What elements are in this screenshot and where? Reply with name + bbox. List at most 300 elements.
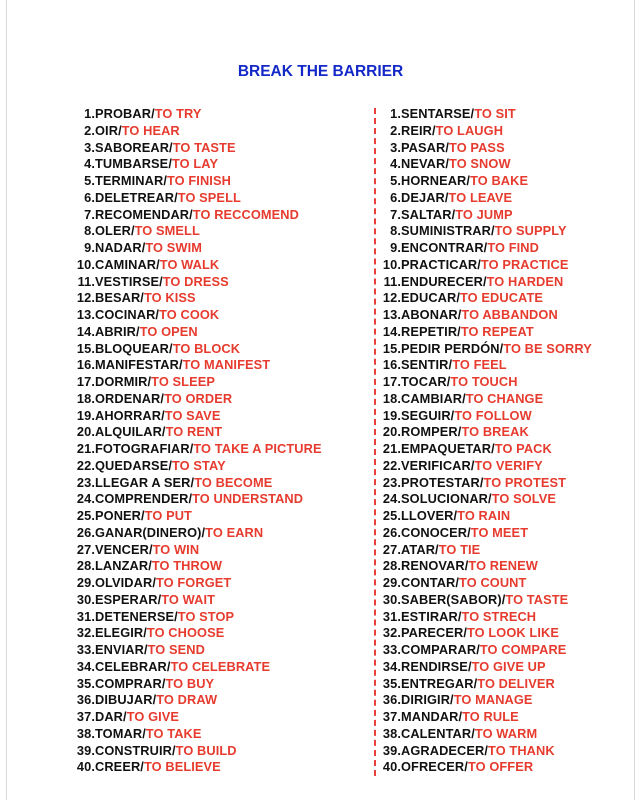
verb-row (377, 642, 592, 659)
separator-slash: / (476, 642, 480, 657)
row-number: 35. (76, 675, 95, 691)
spanish-verb: CONTAR (401, 575, 456, 590)
verb-row (377, 290, 592, 307)
row-number: 31. (382, 608, 401, 624)
english-translation: TO LEAVE (448, 189, 513, 205)
separator-slash: / (457, 608, 462, 624)
verb-row (71, 458, 322, 475)
english-translation: TO EDUCATE (460, 290, 543, 306)
spanish-verb: RENDIRSE (401, 658, 468, 674)
verb-row (71, 408, 322, 425)
spanish-verb: ESTIRAR (401, 608, 458, 624)
spanish-verb: DIRIGIR (401, 692, 451, 708)
english-translation: TO CHANGE (465, 390, 544, 406)
separator-slash: / (130, 223, 135, 239)
separator-slash: / (157, 591, 162, 607)
english-translation: TO SIT (474, 106, 516, 121)
spanish-verb: PARECER (401, 625, 464, 641)
english-translation: TO STRECH (461, 608, 537, 624)
row-number: 10. (382, 256, 401, 272)
verb-row (71, 140, 322, 157)
row-number: 22. (76, 457, 95, 473)
verb-row (71, 307, 322, 324)
verb-row (377, 257, 592, 274)
english-translation: TO TASTE (172, 139, 236, 155)
english-translation: TO CHOOSE (146, 625, 225, 641)
english-translation: TO COMPARE (479, 642, 567, 657)
verb-row (377, 190, 592, 207)
separator-slash: / (152, 575, 156, 590)
separator-slash: / (169, 340, 173, 356)
row-number: 2. (390, 122, 401, 138)
row-number: 8. (84, 223, 95, 239)
spanish-verb: PONER (95, 508, 142, 523)
row-number: 37. (76, 709, 95, 724)
spanish-verb: CELEBRAR (95, 658, 167, 674)
verb-row (377, 743, 592, 760)
spanish-verb: VERIFICAR (401, 457, 471, 473)
row-number: 29. (382, 575, 401, 590)
row-number: 11. (383, 273, 401, 289)
row-number: 14. (382, 323, 401, 339)
separator-slash: / (488, 491, 492, 507)
verb-row (377, 558, 592, 575)
verb-row (377, 324, 592, 341)
spanish-verb: SENTIR (401, 357, 449, 373)
separator-slash: / (143, 642, 148, 657)
separator-slash: / (431, 122, 436, 138)
row-number: 33. (382, 642, 401, 657)
spanish-verb: DORMIR (95, 374, 148, 389)
english-translation: TO COOK (159, 307, 220, 322)
spanish-verb: NADAR (95, 240, 142, 255)
spanish-verb: REIR (401, 122, 432, 138)
separator-slash: / (163, 173, 167, 188)
english-translation: TO BREAK (461, 424, 529, 440)
spanish-verb: SABER(SABOR) (401, 591, 502, 607)
separator-slash: / (161, 675, 166, 691)
verb-row (377, 575, 592, 592)
verb-row (71, 642, 322, 659)
row-number: 28. (382, 558, 401, 574)
english-translation: TO TIE (438, 541, 481, 557)
verb-row (377, 408, 592, 425)
verb-row (71, 659, 322, 676)
row-number: 35. (382, 675, 401, 691)
row-number: 34. (382, 658, 401, 674)
english-translation: TO DRESS (162, 273, 229, 289)
verb-row (377, 341, 592, 358)
english-translation: TO ABBANDON (461, 307, 558, 322)
english-translation: TO EARN (205, 524, 264, 540)
separator-slash: / (491, 441, 495, 456)
row-number: 34. (76, 658, 95, 674)
row-number: 3. (390, 139, 401, 155)
row-number: 5. (390, 173, 401, 188)
verb-row (377, 307, 592, 324)
separator-slash: / (156, 256, 160, 272)
english-translation: TO THROW (151, 558, 223, 574)
separator-slash: / (140, 759, 144, 775)
english-translation: TO OFFER (467, 759, 534, 775)
verb-row (71, 240, 322, 257)
english-translation: TO LAY (171, 156, 219, 172)
separator-slash: / (450, 407, 455, 423)
verb-row (71, 592, 322, 609)
spanish-verb: EMPAQUETAR (401, 441, 492, 456)
row-number: 11. (77, 273, 95, 289)
separator-slash: / (455, 575, 460, 590)
spanish-verb: NEVAR (401, 156, 446, 172)
row-number: 21. (76, 441, 95, 456)
row-number: 38. (76, 725, 95, 741)
spanish-verb: SENTARSE (401, 106, 471, 121)
spanish-verb: ELEGIR (95, 625, 144, 641)
verb-row (71, 274, 322, 291)
verb-row (71, 257, 322, 274)
english-translation: TO SWIM (145, 240, 202, 255)
english-translation: TO SUPPLY (494, 223, 567, 239)
english-translation: TO BAKE (470, 173, 529, 188)
verb-row (71, 123, 322, 140)
row-number: 27. (76, 541, 95, 557)
english-translation: TO VERIFY (474, 457, 543, 473)
separator-slash: / (470, 106, 475, 121)
spanish-verb: COMPRENDER (95, 491, 189, 507)
verb-row (377, 659, 592, 676)
english-translation: TO FORGET (156, 575, 232, 590)
row-number: 30. (76, 591, 95, 607)
verb-row (71, 391, 322, 408)
separator-slash: / (118, 122, 122, 138)
row-number: 26. (382, 524, 401, 540)
verb-row (377, 508, 592, 525)
separator-slash: / (479, 474, 484, 490)
row-number: 15. (382, 340, 401, 356)
separator-slash: / (140, 290, 144, 306)
spanish-verb: ENCONTRAR (401, 240, 484, 255)
verb-row (71, 743, 322, 760)
row-number: 14. (76, 323, 95, 339)
row-number: 26. (76, 524, 95, 540)
english-translation: TO KISS (143, 290, 196, 306)
verb-row (377, 759, 592, 776)
spanish-verb: LLEGAR A SER (95, 474, 191, 490)
separator-slash: / (168, 156, 172, 172)
separator-slash: / (147, 374, 152, 389)
row-number: 6. (390, 189, 401, 205)
spanish-verb: ENTREGAR (401, 675, 474, 691)
document-page (7, 0, 634, 800)
separator-slash: / (499, 340, 504, 356)
spanish-verb: MANDAR (401, 709, 459, 724)
english-translation: TO TRY (154, 106, 202, 121)
english-translation: TO RENT (165, 424, 223, 440)
separator-slash: / (155, 307, 160, 322)
verb-row (377, 274, 592, 291)
row-number: 38. (382, 725, 401, 741)
separator-slash: / (159, 273, 163, 289)
separator-slash: / (467, 658, 472, 674)
spanish-verb: ENDURECER (401, 273, 483, 289)
verb-row (377, 676, 592, 693)
separator-slash: / (201, 524, 206, 540)
english-translation: TO PRACTICE (480, 256, 569, 272)
separator-slash: / (470, 457, 475, 473)
english-translation: TO HEAR (121, 122, 180, 138)
spanish-verb: CONSTRUIR (95, 742, 172, 758)
spanish-verb: CAMBIAR (401, 390, 463, 406)
separator-slash: / (501, 591, 506, 607)
spanish-verb: REPETIR (401, 323, 458, 339)
separator-slash: / (444, 189, 449, 205)
separator-slash: / (473, 675, 478, 691)
row-number: 40. (382, 759, 401, 775)
english-translation: TO BECOME (194, 474, 273, 490)
english-translation: TO GIVE UP (471, 658, 546, 674)
row-number: 2. (84, 122, 95, 138)
spanish-verb: QUEDARSE (95, 457, 169, 473)
english-translation: TO SNOW (449, 156, 511, 172)
separator-slash: / (471, 725, 475, 741)
english-translation: TO BE SORRY (503, 340, 592, 356)
verb-list-left (71, 106, 322, 776)
spanish-verb: RENOVAR (401, 558, 465, 574)
spanish-verb: TUMBARSE (95, 156, 169, 172)
spanish-verb: EDUCAR (401, 290, 457, 306)
verb-row (71, 676, 322, 693)
row-number: 19. (382, 407, 401, 423)
english-translation: TO TOUCH (450, 374, 518, 389)
verb-list-right (377, 106, 592, 776)
verb-row (71, 173, 322, 190)
spanish-verb: ORDENAR (95, 390, 161, 406)
spanish-verb: ENVIAR (95, 642, 144, 657)
spanish-verb: COMPRAR (95, 675, 162, 691)
row-number: 23. (76, 474, 95, 490)
separator-slash: / (482, 273, 487, 289)
english-translation: TO PASS (449, 139, 505, 155)
column-divider (374, 108, 376, 776)
row-number: 20. (76, 424, 95, 440)
spanish-verb: DIBUJAR (95, 692, 153, 708)
verb-row (377, 207, 592, 224)
english-translation: TO MANIFEST (182, 357, 271, 373)
spanish-verb: BESAR (95, 290, 141, 306)
english-translation: TO PACK (494, 441, 552, 456)
english-translation: TO RENEW (468, 558, 538, 574)
spanish-verb: CONOCER (401, 524, 468, 540)
verb-row (71, 424, 322, 441)
spanish-verb: SUMINISTRAR (401, 223, 491, 239)
row-number: 29. (76, 575, 95, 590)
spanish-verb: DETENERSE (95, 608, 175, 624)
verb-row (377, 475, 592, 492)
english-translation: TO SEND (147, 642, 205, 657)
english-translation: TO REPEAT (460, 323, 534, 339)
verb-row (71, 341, 322, 358)
english-translation: TO PUT (144, 508, 192, 523)
spanish-verb: OLER (95, 223, 131, 239)
separator-slash: / (448, 357, 453, 373)
verb-row (71, 207, 322, 224)
separator-slash: / (190, 474, 195, 490)
spanish-verb: RECOMENDAR (95, 206, 190, 222)
separator-slash: / (188, 491, 193, 507)
english-translation: TO MEET (470, 524, 529, 540)
spanish-verb: COCINAR (95, 307, 156, 322)
verb-row (71, 475, 322, 492)
english-translation: TO FOLLOW (454, 407, 532, 423)
verb-row (377, 609, 592, 626)
spanish-verb: OLVIDAR (95, 575, 153, 590)
separator-slash: / (483, 240, 488, 255)
separator-slash: / (445, 139, 450, 155)
english-translation: TO OPEN (139, 323, 198, 339)
spanish-verb: LLOVER (401, 508, 454, 523)
separator-slash: / (464, 558, 469, 574)
row-number: 28. (76, 558, 95, 574)
verb-row (71, 508, 322, 525)
verb-row (71, 558, 322, 575)
row-number: 25. (76, 508, 95, 523)
verb-row (377, 441, 592, 458)
separator-slash: / (453, 508, 458, 523)
separator-slash: / (467, 524, 471, 540)
spanish-verb: DAR (95, 709, 124, 724)
page-title: BREAK THE BARRIER (237, 63, 404, 80)
row-number: 4. (84, 156, 95, 172)
verb-row (377, 692, 592, 709)
spanish-verb: ATAR (401, 541, 436, 557)
row-number: 15. (76, 340, 95, 356)
separator-slash: / (169, 139, 173, 155)
row-number: 9. (84, 240, 95, 255)
spanish-verb: PROTESTAR (401, 474, 480, 490)
row-number: 16. (382, 357, 401, 373)
separator-slash: / (174, 189, 178, 205)
row-number: 12. (76, 290, 95, 306)
verb-row (71, 575, 322, 592)
english-translation: TO SPELL (177, 189, 241, 205)
verb-row (377, 357, 592, 374)
separator-slash: / (463, 625, 467, 641)
english-translation: TO HARDEN (486, 273, 564, 289)
separator-slash: / (141, 240, 146, 255)
spanish-verb: CAMINAR (95, 256, 157, 272)
row-number: 16. (76, 357, 95, 373)
verb-row (71, 709, 322, 726)
spanish-verb: VESTIRSE (95, 273, 160, 289)
separator-slash: / (457, 424, 462, 440)
spanish-verb: TOCAR (401, 374, 447, 389)
english-translation: TO ORDER (164, 390, 233, 406)
separator-slash: / (435, 541, 439, 557)
verb-row (71, 491, 322, 508)
verb-row (71, 692, 322, 709)
english-translation: TO BELIEVE (143, 759, 221, 775)
spanish-verb: COMPARAR (401, 642, 477, 657)
separator-slash: / (136, 323, 140, 339)
verb-row (377, 458, 592, 475)
spanish-verb: MANIFESTAR (95, 357, 179, 373)
separator-slash: / (166, 658, 171, 674)
spanish-verb: ROMPER (401, 424, 458, 440)
spanish-verb: AGRADECER (401, 742, 485, 758)
separator-slash: / (160, 390, 165, 406)
separator-slash: / (457, 323, 461, 339)
separator-slash: / (123, 709, 127, 724)
verb-row (377, 542, 592, 559)
separator-slash: / (161, 407, 165, 423)
english-translation: TO SAVE (164, 407, 221, 423)
row-number: 37. (382, 709, 401, 724)
verb-row (71, 156, 322, 173)
english-translation: TO UNDERSTAND (192, 491, 304, 507)
verb-row (71, 290, 322, 307)
english-translation: TO JUMP (455, 206, 513, 222)
verb-row (71, 106, 322, 123)
row-number: 39. (382, 742, 401, 758)
spanish-verb: ESPERAR (95, 591, 158, 607)
verb-row (71, 374, 322, 391)
row-number: 5. (84, 173, 95, 188)
spanish-verb: ABONAR (401, 307, 458, 322)
spanish-verb: LANZAR (95, 558, 149, 574)
row-number: 4. (390, 156, 401, 172)
separator-slash: / (148, 558, 152, 574)
row-number: 22. (382, 457, 401, 473)
spanish-verb: PRACTICAR (401, 256, 478, 272)
english-translation: TO WARM (474, 725, 538, 741)
spanish-verb: DELETREAR (95, 189, 175, 205)
row-number: 1. (390, 106, 401, 121)
spanish-verb: HORNEAR (401, 173, 467, 188)
separator-slash: / (174, 608, 178, 624)
spanish-verb: CALENTAR (401, 725, 472, 741)
separator-slash: / (466, 173, 471, 188)
separator-slash: / (484, 742, 489, 758)
separator-slash: / (450, 692, 454, 708)
row-number: 6. (84, 189, 95, 205)
spanish-verb: TOMAR (95, 725, 143, 741)
english-translation: TO SMELL (134, 223, 200, 239)
row-number: 24. (76, 491, 95, 507)
spanish-verb: PROBAR (95, 106, 152, 121)
spanish-verb: SOLUCIONAR (401, 491, 489, 507)
separator-slash: / (148, 541, 153, 557)
row-number: 21. (382, 441, 401, 456)
row-number: 24. (382, 491, 401, 507)
spanish-verb: FOTOGRAFIAR (95, 441, 190, 456)
english-translation: TO RECCOMEND (192, 206, 299, 222)
separator-slash: / (445, 156, 450, 172)
row-number: 18. (76, 390, 95, 406)
row-number: 8. (390, 223, 401, 239)
verb-row (377, 240, 592, 257)
english-translation: TO TAKE (145, 725, 202, 741)
row-number: 39. (76, 742, 95, 758)
separator-slash: / (152, 692, 157, 708)
separator-slash: / (462, 390, 466, 406)
english-translation: TO GIVE (126, 709, 180, 724)
row-number: 32. (76, 625, 95, 641)
separator-slash: / (458, 709, 463, 724)
english-translation: TO WAIT (161, 591, 216, 607)
english-translation: TO PROTEST (483, 474, 567, 490)
separator-slash: / (477, 256, 481, 272)
separator-slash: / (451, 206, 456, 222)
